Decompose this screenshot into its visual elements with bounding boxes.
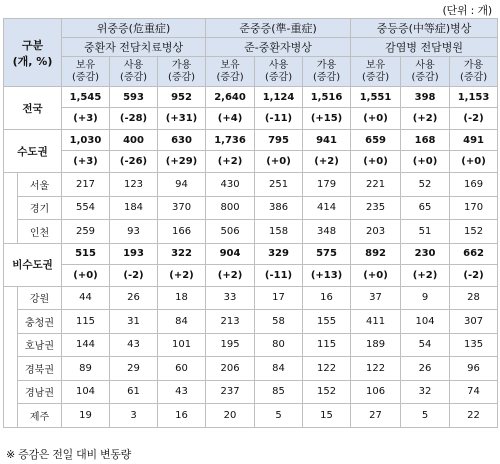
cell-value: 169	[450, 173, 498, 197]
cell-delta: (+2)	[401, 108, 450, 130]
cell-value: 575	[303, 243, 351, 264]
cell-delta: (+0)	[351, 264, 401, 286]
cell-value: 221	[351, 173, 401, 197]
header-group-title: 위중증(危重症)	[62, 19, 206, 38]
cell-value: 235	[351, 196, 401, 220]
cell-value: 144	[62, 333, 110, 357]
cell-value: 17	[255, 286, 303, 310]
header-col-label: 사용	[268, 59, 289, 71]
cell-value: 32	[401, 380, 450, 404]
cell-value: 259	[62, 220, 110, 244]
cell-delta: (+0)	[450, 151, 498, 173]
cell-delta: (+0)	[255, 151, 303, 173]
cell-delta: (+3)	[62, 151, 110, 173]
cell-value: 217	[62, 173, 110, 197]
cell-value: 16	[303, 286, 351, 310]
table-row-nationwide-delta	[4, 108, 498, 130]
cell-value: 662	[450, 243, 498, 264]
cell-delta: (+2)	[401, 264, 450, 286]
table-row-noncapital-region	[4, 310, 498, 334]
cell-value: 115	[303, 333, 351, 357]
indent-spacer	[4, 286, 18, 427]
header-group-subtitle: 준-중환자병상	[206, 38, 351, 57]
cell-value: 203	[351, 220, 401, 244]
cell-value: 122	[351, 357, 401, 381]
header-col-delta-label: (증감)	[264, 71, 293, 83]
cell-value: 251	[255, 173, 303, 197]
cell-value: 89	[62, 357, 110, 381]
cell-value: 168	[401, 130, 450, 151]
header-col	[303, 57, 351, 87]
cell-value: 892	[351, 243, 401, 264]
cell-value: 952	[158, 87, 206, 108]
header-col	[255, 57, 303, 87]
cell-value: 5	[401, 404, 450, 428]
cell-delta: (-11)	[255, 108, 303, 130]
cell-value: 61	[110, 380, 158, 404]
unit-label: (단위 : 개)	[442, 4, 492, 17]
cell-delta: (+0)	[62, 264, 110, 286]
cell-value: 1,124	[255, 87, 303, 108]
cell-value: 158	[255, 220, 303, 244]
cell-value: 1,516	[303, 87, 351, 108]
cell-value: 33	[206, 286, 255, 310]
cell-value: 195	[206, 333, 255, 357]
table-row-capital-region	[4, 173, 498, 197]
cell-value: 179	[303, 173, 351, 197]
cell-value: 106	[351, 380, 401, 404]
cell-value: 115	[62, 310, 110, 334]
cell-value: 1,551	[351, 87, 401, 108]
table-row-capital-delta	[4, 151, 498, 173]
cell-value: 941	[303, 130, 351, 151]
cell-value: 29	[110, 357, 158, 381]
cell-value: 430	[206, 173, 255, 197]
cell-value: 2,640	[206, 87, 255, 108]
cell-value: 85	[255, 380, 303, 404]
table-row-noncapital-region	[4, 333, 498, 357]
cell-value: 554	[62, 196, 110, 220]
header-category: 구분 (개, %)	[4, 19, 62, 87]
cell-delta: (+2)	[303, 151, 351, 173]
cell-value: 9	[401, 286, 450, 310]
cell-value: 237	[206, 380, 255, 404]
header-col-delta-label: (증감)	[312, 71, 341, 83]
cell-value: 411	[351, 310, 401, 334]
header-group-title: 준중증(準-重症)	[206, 19, 351, 38]
cell-value: 1,030	[62, 130, 110, 151]
cell-value: 60	[158, 357, 206, 381]
cell-value: 26	[401, 357, 450, 381]
cell-value: 184	[110, 196, 158, 220]
cell-value: 74	[450, 380, 498, 404]
header-col-label: 보유	[365, 59, 386, 71]
row-name: 경기	[18, 196, 62, 220]
header-col	[351, 57, 401, 87]
cell-value: 135	[450, 333, 498, 357]
cell-value: 15	[303, 404, 351, 428]
table-row-capital-region	[4, 220, 498, 244]
header-row-columns	[4, 57, 498, 87]
row-name: 강원	[18, 286, 62, 310]
cell-delta: (+3)	[62, 108, 110, 130]
cell-value: 1,736	[206, 130, 255, 151]
cell-value: 348	[303, 220, 351, 244]
cell-delta: (+0)	[351, 108, 401, 130]
cell-value: 506	[206, 220, 255, 244]
table-row-capital	[4, 130, 498, 151]
table-row-noncapital	[4, 243, 498, 264]
row-name: 전국	[4, 87, 62, 130]
row-name: 비수도권	[4, 243, 62, 286]
cell-value: 28	[450, 286, 498, 310]
header-col-label: 가용	[463, 59, 484, 71]
cell-value: 84	[158, 310, 206, 334]
table-row-noncapital-region	[4, 380, 498, 404]
cell-value: 65	[401, 196, 450, 220]
cell-value: 152	[303, 380, 351, 404]
cell-value: 630	[158, 130, 206, 151]
cell-delta: (+31)	[158, 108, 206, 130]
cell-value: 123	[110, 173, 158, 197]
header-col-delta-label: (증감)	[459, 71, 488, 83]
cell-value: 18	[158, 286, 206, 310]
cell-value: 398	[401, 87, 450, 108]
cell-value: 213	[206, 310, 255, 334]
cell-delta: (+0)	[401, 151, 450, 173]
cell-value: 31	[110, 310, 158, 334]
cell-delta: (+4)	[206, 108, 255, 130]
header-col	[62, 57, 110, 87]
cell-value: 101	[158, 333, 206, 357]
cell-value: 307	[450, 310, 498, 334]
cell-value: 16	[158, 404, 206, 428]
table-row-noncapital-region	[4, 357, 498, 381]
table-row-nationwide	[4, 87, 498, 108]
header-col-label: 사용	[415, 59, 435, 71]
cell-value: 93	[110, 220, 158, 244]
cell-value: 104	[62, 380, 110, 404]
cell-value: 155	[303, 310, 351, 334]
cell-value: 795	[255, 130, 303, 151]
cell-value: 94	[158, 173, 206, 197]
cell-value: 96	[450, 357, 498, 381]
cell-value: 230	[401, 243, 450, 264]
cell-delta: (+0)	[351, 151, 401, 173]
header-col	[401, 57, 450, 87]
cell-delta: (-2)	[450, 108, 498, 130]
cell-delta: (-28)	[110, 108, 158, 130]
header-col-delta-label: (증감)	[216, 71, 244, 83]
cell-value: 43	[158, 380, 206, 404]
cell-delta: (+2)	[158, 264, 206, 286]
cell-value: 52	[401, 173, 450, 197]
cell-value: 3	[110, 404, 158, 428]
cell-value: 58	[255, 310, 303, 334]
cell-value: 37	[351, 286, 401, 310]
cell-value: 44	[62, 286, 110, 310]
header-group-subtitle: 감염병 전담병원	[351, 38, 498, 57]
row-name: 인천	[18, 220, 62, 244]
cell-value: 26	[110, 286, 158, 310]
header-col	[110, 57, 158, 87]
cell-value: 386	[255, 196, 303, 220]
cell-delta: (-2)	[110, 264, 158, 286]
cell-delta: (-2)	[450, 264, 498, 286]
cell-value: 43	[110, 333, 158, 357]
cell-value: 20	[206, 404, 255, 428]
cell-value: 5	[255, 404, 303, 428]
header-col-delta-label: (증감)	[119, 71, 148, 83]
cell-delta: (+29)	[158, 151, 206, 173]
cell-delta: (-26)	[110, 151, 158, 173]
cell-value: 84	[255, 357, 303, 381]
header-col-label: 보유	[220, 59, 240, 71]
cell-delta: (+15)	[303, 108, 351, 130]
header-group-subtitle: 중환자 전담치료병상	[62, 38, 206, 57]
cell-value: 152	[450, 220, 498, 244]
header-col-delta-label: (증감)	[71, 71, 100, 83]
header-row-groups	[4, 19, 498, 38]
cell-value: 370	[158, 196, 206, 220]
indent-spacer	[4, 173, 18, 244]
row-name: 충청권	[18, 310, 62, 334]
cell-value: 904	[206, 243, 255, 264]
row-name: 수도권	[4, 130, 62, 173]
header-col-delta-label: (증감)	[411, 71, 439, 83]
header-col-label: 보유	[75, 59, 96, 71]
header-row-subtitles	[4, 38, 498, 57]
cell-value: 27	[351, 404, 401, 428]
cell-value: 193	[110, 243, 158, 264]
cell-value: 1,153	[450, 87, 498, 108]
cell-value: 22	[450, 404, 498, 428]
cell-value: 19	[62, 404, 110, 428]
header-col-label: 가용	[171, 59, 192, 71]
cell-value: 189	[351, 333, 401, 357]
cell-value: 515	[62, 243, 110, 264]
cell-delta: (+13)	[303, 264, 351, 286]
cell-value: 593	[110, 87, 158, 108]
row-name: 제주	[18, 404, 62, 428]
cell-value: 104	[401, 310, 450, 334]
cell-value: 170	[450, 196, 498, 220]
header-col	[206, 57, 255, 87]
cell-value: 80	[255, 333, 303, 357]
cell-delta: (-11)	[255, 264, 303, 286]
header-col-delta-label: (증감)	[167, 71, 196, 83]
cell-value: 329	[255, 243, 303, 264]
cell-value: 800	[206, 196, 255, 220]
row-name: 경북권	[18, 357, 62, 381]
cell-value: 659	[351, 130, 401, 151]
cell-value: 166	[158, 220, 206, 244]
cell-value: 122	[303, 357, 351, 381]
table-row-capital-region	[4, 196, 498, 220]
header-group-title: 중등증(中等症)병상	[351, 19, 498, 38]
header-col-delta-label: (증감)	[361, 71, 390, 83]
header-col-label: 사용	[123, 59, 144, 71]
table-row-noncapital-delta	[4, 264, 498, 286]
row-name: 호남권	[18, 333, 62, 357]
cell-value: 400	[110, 130, 158, 151]
header-col	[450, 57, 498, 87]
cell-value: 414	[303, 196, 351, 220]
header-col	[158, 57, 206, 87]
cell-value: 1,545	[62, 87, 110, 108]
cell-value: 54	[401, 333, 450, 357]
table-row-noncapital-region	[4, 404, 498, 428]
row-name: 경남권	[18, 380, 62, 404]
bed-status-table	[3, 18, 498, 428]
cell-value: 491	[450, 130, 498, 151]
cell-value: 322	[158, 243, 206, 264]
cell-value: 206	[206, 357, 255, 381]
header-col-label: 가용	[316, 59, 337, 71]
footnote: ※ 증감은 전일 대비 변동량	[6, 448, 131, 461]
cell-delta: (+2)	[206, 264, 255, 286]
cell-delta: (+2)	[206, 151, 255, 173]
table-row-noncapital-region	[4, 286, 498, 310]
row-name: 서울	[18, 173, 62, 197]
cell-value: 51	[401, 220, 450, 244]
